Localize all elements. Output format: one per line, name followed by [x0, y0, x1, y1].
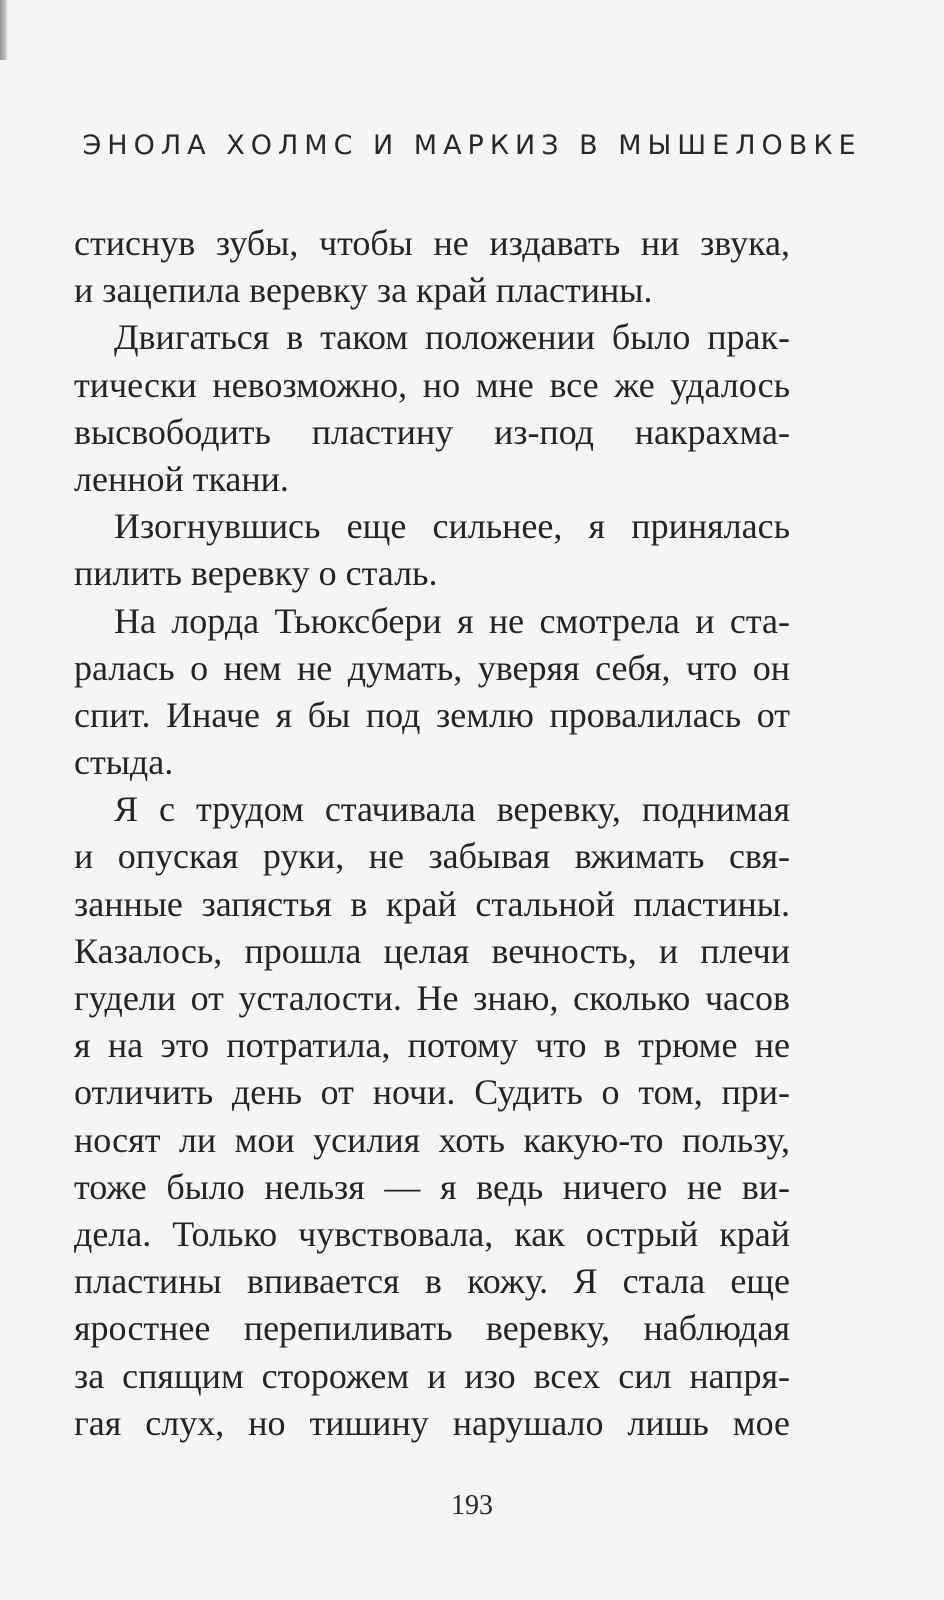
text-line: и зацепила веревку за край пластины. [74, 270, 653, 311]
paragraph-5 [74, 786, 790, 1447]
text-line: отличить день от ночи. Судить о том, при- [74, 1072, 790, 1113]
text-line: стиснув зубы, чтобы не издавать ни звука, [74, 223, 790, 263]
text-line: носят ли мои усилия хоть какую-то пользу, [74, 1119, 790, 1160]
text-line: высвободить пластину из-под накрахма- [74, 411, 790, 452]
body-text [74, 220, 790, 1447]
text-line: пилить веревку о сталь. [74, 553, 438, 594]
text-line: яростнее перепиливать веревку, наблюдая [74, 1308, 790, 1349]
text-line: Двигаться в таком положении было прак- [114, 317, 790, 358]
text-line: гая слух, но тишину нарушало лишь мое [74, 1402, 790, 1443]
text-line: я на это потратила, потому что в трюме не [74, 1025, 790, 1066]
text-line: На лорда Тьюксбери я не смотрела и ста- [114, 600, 790, 641]
text-line: Я с трудом стачивала веревку, поднимая [114, 789, 790, 830]
paragraph-2 [74, 314, 790, 503]
text-line: и опуская руки, не забывая вжимать свя- [74, 836, 790, 877]
text-line: тически невозможно, но мне все же удалось [74, 364, 790, 405]
text-line: дела. Только чувствовала, как острый край [74, 1213, 790, 1254]
text-line: гудели от усталости. Не знаю, сколько часов [74, 978, 790, 1018]
text-line: за спящим сторожем и изо всех сил напря- [74, 1355, 790, 1396]
text-line: ленной ткани. [74, 458, 289, 499]
page-number: 193 [451, 1490, 493, 1521]
paragraph-1 [74, 220, 790, 314]
page-edge-shadow [0, 0, 8, 60]
text-line: тоже было нельзя — я ведь ничего не ви- [74, 1166, 790, 1207]
text-line: Изогнувшись еще сильнее, я принялась [114, 506, 790, 547]
paragraph-3 [74, 503, 790, 597]
text-line: занные запястья в край стальной пластины. [74, 883, 790, 924]
text-line: пластины впивается в кожу. Я стала еще [74, 1261, 790, 1302]
text-line: ралась о нем не думать, уверяя себя, что он [74, 647, 790, 688]
paragraph-4 [74, 598, 790, 787]
text-line: спит. Иначе я бы под землю провалилась от [74, 694, 790, 735]
text-line: стыда. [74, 742, 174, 783]
running-header: ЭНОЛА ХОЛМС И МАРКИЗ В МЫШЕЛОВКЕ [82, 130, 862, 161]
text-line: Казалось, прошла целая вечность, и плечи [74, 930, 790, 971]
